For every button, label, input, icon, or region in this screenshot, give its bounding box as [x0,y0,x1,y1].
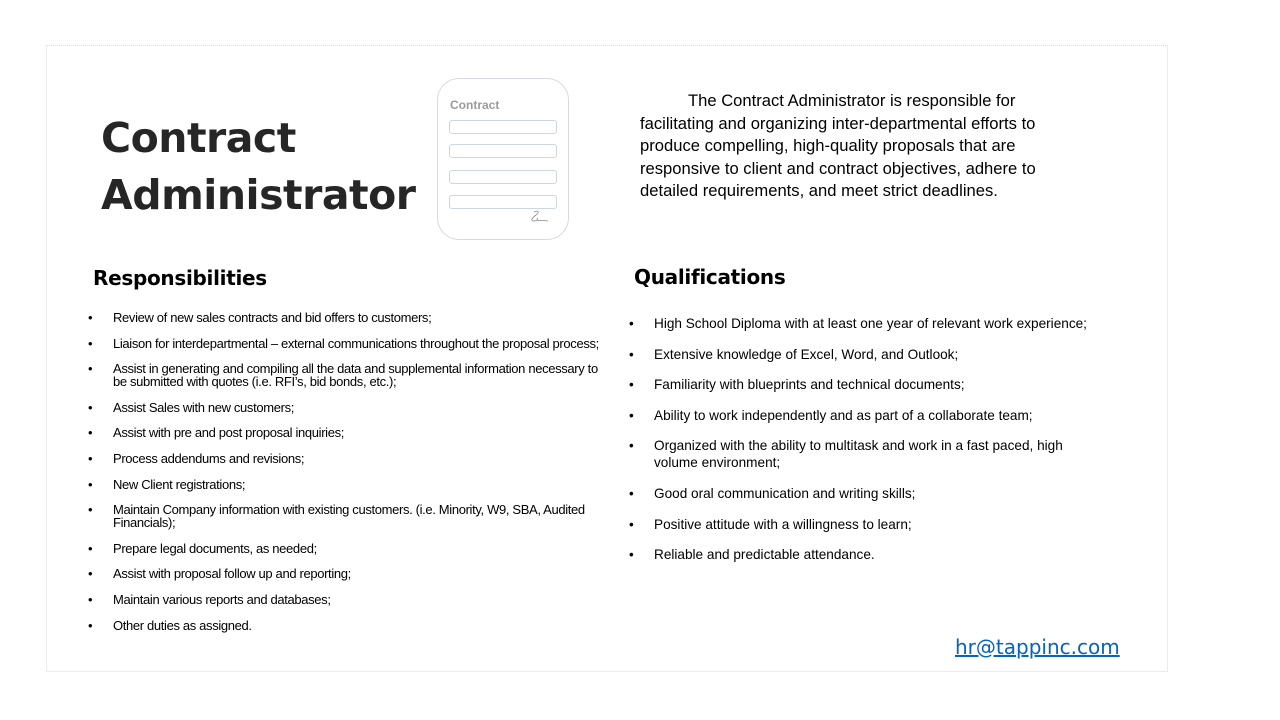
qualification-item: • Reliable and predictable attendance. [629,546,1109,563]
responsibility-item: • Process addendums and revisions; [88,453,613,466]
responsibility-item: • Assist with proposal follow up and reporting; [88,568,613,581]
qualification-item: • Ability to work independently and as part of a collaborate team; [629,407,1109,424]
qualification-item: • Extensive knowledge of Excel, Word, and Outlook; [629,346,1109,363]
qualifications-heading: Qualifications [634,265,786,289]
responsibility-item: • Maintain Company information with existing customers. (i.e. Minority, W9, SBA, Audited Financials); [88,504,613,529]
signature-icon [528,210,550,224]
role-summary: The Contract Administrator is responsible for facilitating and organizing inter-departmental efforts to produce compelling, high-quality proposals that are responsive to client and contract objectives, adhere to detailed requirements, and meet strict deadlines. [640,91,1036,200]
responsibility-item: • Assist Sales with new customers; [88,402,613,415]
qualifications-list [629,315,1109,577]
responsibility-item: • Assist with pre and post proposal inquiries; [88,427,613,440]
qualification-item: • Good oral communication and writing skills; [629,485,1109,502]
contact-email-link[interactable]: hr@tappinc.com [955,635,1120,659]
qualification-item: • High School Diploma with at least one year of relevant work experience; [629,315,1109,332]
title-line-2: Administrator [101,171,416,219]
responsibility-item: • Other duties as assigned. [88,620,613,633]
responsibility-item: • New Client registrations; [88,479,613,492]
responsibilities-list [88,312,613,645]
qualification-item: • Positive attitude with a willingness to learn; [629,516,1109,533]
form-field-line [449,120,557,134]
form-field-line [449,144,557,158]
responsibilities-heading: Responsibilities [93,266,267,290]
form-field-line [449,195,557,209]
page-title [101,110,421,224]
form-field-line [449,170,557,184]
contract-form-icon [437,78,569,240]
responsibility-item: • Liaison for interdepartmental – external communications throughout the proposal process; [88,338,613,351]
title-line-1: Contract [101,114,296,162]
responsibility-item: • Prepare legal documents, as needed; [88,543,613,556]
responsibility-item: • Assist in generating and compiling all the data and supplemental information necessary to be submitted with quotes (i.e. RFI’s, bid bonds, etc.); [88,363,613,388]
contract-card-label: Contract [450,98,500,112]
qualification-item: • Organized with the ability to multitask and work in a fast paced, high volume environment; [629,437,1109,471]
qualification-item: • Familiarity with blueprints and technical documents; [629,376,1109,393]
responsibility-item: • Review of new sales contracts and bid offers to customers; [88,312,613,325]
responsibility-item: • Maintain various reports and databases; [88,594,613,607]
